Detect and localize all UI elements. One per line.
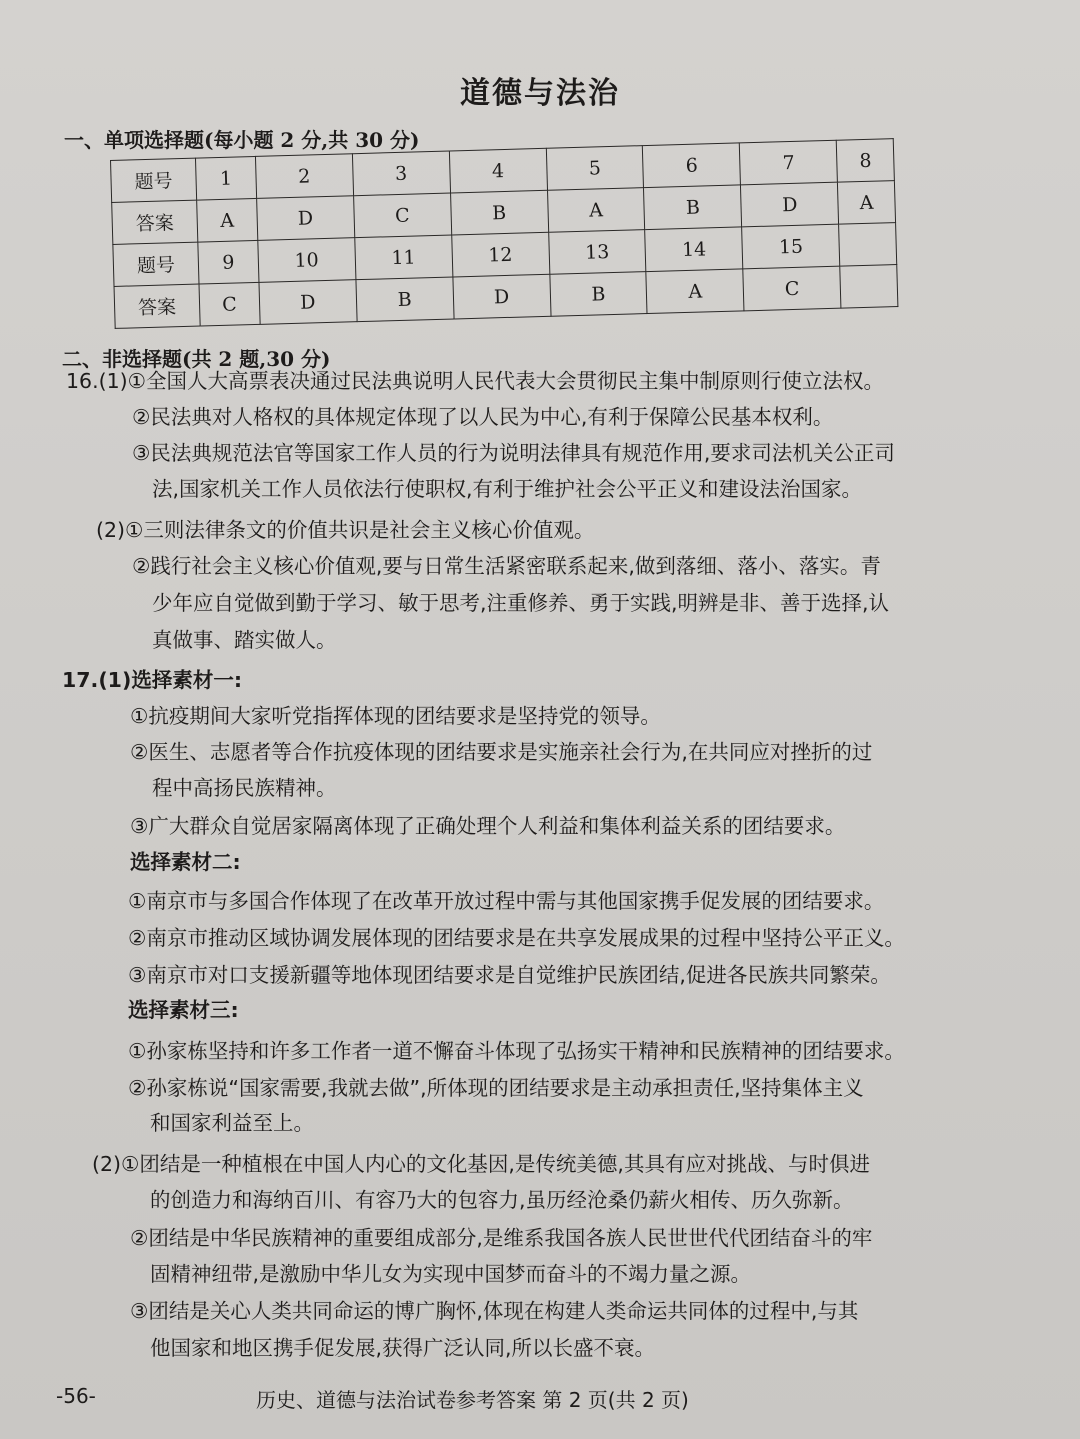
answer-table	[110, 138, 898, 329]
answer-line: ②孙家栋说“国家需要,我就去做”,所体现的团结要求是主动承担责任,坚持集体主义	[128, 1076, 864, 1100]
answer-line: ①抗疫期间大家听党指挥体现的团结要求是坚持党的领导。	[130, 704, 661, 728]
table-cell: D	[453, 274, 551, 319]
material-2-heading: 选择素材二:	[130, 850, 241, 874]
table-cell: B	[356, 277, 454, 322]
answer-line: 少年应自觉做到勤于学习、敏于思考,注重修养、勇于实践,明辨是非、善于选择,认	[152, 591, 890, 615]
material-3-heading: 选择素材三:	[128, 998, 239, 1022]
table-cell	[839, 223, 897, 267]
table-cell: 2	[255, 154, 353, 199]
table-cell: C	[199, 282, 260, 326]
table-cell: 5	[546, 146, 644, 191]
answer-line: 固精神纽带,是激励中华儿女为实现中国梦而奋斗的不竭力量之源。	[150, 1262, 752, 1286]
answer-line: 真做事、踏实做人。	[152, 628, 337, 652]
answer-line: 的创造力和海纳百川、有容乃大的包容力,虽历经沧桑仍薪火相传、历久弥新。	[150, 1188, 854, 1212]
table-cell: 4	[449, 148, 547, 193]
table-cell: 15	[742, 224, 840, 269]
page-number: -56-	[56, 1384, 96, 1408]
table-cell: A	[646, 269, 744, 314]
table-cell: 6	[643, 143, 741, 188]
row-label: 答案	[112, 200, 198, 244]
answer-line: 和国家利益至上。	[150, 1111, 314, 1135]
table-cell: C	[743, 266, 841, 311]
section2-heading: 二、非选择题(共 2 题,30 分)	[62, 347, 331, 371]
table-cell: D	[741, 182, 839, 227]
section1-heading: 一、单项选择题(每小题 2 分,共 30 分)	[64, 128, 420, 152]
table-cell: A	[838, 181, 896, 225]
table-cell: B	[450, 190, 548, 235]
table-cell: D	[259, 280, 357, 325]
answer-line: ③民法典规范法官等国家工作人员的行为说明法律具有规范作用,要求司法机关公正司	[132, 441, 895, 465]
answer-line: ②南京市推动区域协调发展体现的团结要求是在共享发展成果的过程中坚持公平正义。	[128, 926, 905, 950]
answer-line: ③团结是关心人类共同命运的博广胸怀,体现在构建人类命运共同体的过程中,与其	[130, 1299, 859, 1323]
footer-caption: 历史、道德与法治试卷参考答案 第 2 页(共 2 页)	[256, 1388, 689, 1412]
table-cell: D	[256, 196, 354, 241]
table-cell: 10	[258, 238, 356, 283]
row-label: 题号	[113, 242, 199, 286]
table-cell: 8	[836, 139, 894, 183]
answer-line: (2)①三则法律条文的价值共识是社会主义核心价值观。	[96, 518, 595, 542]
table-cell: 12	[451, 232, 549, 277]
row-label: 答案	[114, 284, 200, 328]
table-cell: 7	[740, 140, 838, 185]
answer-line: ②践行社会主义核心价值观,要与日常生活紧密联系起来,做到落细、落小、落实。青	[132, 554, 881, 578]
answer-line: ③南京市对口支援新疆等地体现团结要求是自觉维护民族团结,促进各民族共同繁荣。	[128, 963, 891, 987]
answer-line: ②民法典对人格权的具体规定体现了以人民为中心,有利于保障公民基本权利。	[132, 405, 834, 429]
answer-line: (2)①团结是一种植根在中国人内心的文化基因,是传统美德,其具有应对挑战、与时俱进	[92, 1152, 870, 1176]
answer-line: ①孙家栋坚持和许多工作者一道不懈奋斗体现了弘扬实干精神和民族精神的团结要求。	[128, 1039, 905, 1063]
table-cell: A	[197, 198, 258, 242]
table-cell: B	[644, 185, 742, 230]
answer-line: ②团结是中华民族精神的重要组成部分,是维系我国各族人民世世代代团结奋斗的牢	[130, 1226, 873, 1250]
table-cell: 11	[354, 235, 452, 280]
table-cell: A	[547, 188, 645, 233]
answer-line: ①南京市与多国合作体现了在改革开放过程中需与其他国家携手促发展的团结要求。	[128, 889, 885, 913]
answer-line: 他国家和地区携手促发展,获得广泛认同,所以长盛不衰。	[150, 1336, 656, 1360]
table-cell: 14	[645, 227, 743, 272]
answer-line: 法,国家机关工作人员依法行使职权,有利于维护社会公平正义和建设法治国家。	[152, 477, 863, 501]
answer-line: ②医生、志愿者等合作抗疫体现的团结要求是实施亲社会行为,在共同应对挫折的过	[130, 740, 873, 764]
table-cell: B	[549, 272, 647, 317]
answer-line: 16.(1)①全国人大高票表决通过民法典说明人民代表大会贯彻民主集中制原则行使立法权。	[66, 369, 885, 393]
table-cell: 1	[195, 156, 256, 200]
question-17-heading: 17.(1)选择素材一:	[62, 668, 243, 692]
answer-line: 程中高扬民族精神。	[152, 776, 337, 800]
table-cell: 13	[548, 230, 646, 275]
page-title: 道德与法治	[460, 76, 620, 111]
answer-line: ③广大群众自觉居家隔离体现了正确处理个人利益和集体利益关系的团结要求。	[130, 814, 846, 838]
table-cell: 3	[352, 151, 450, 196]
table-cell: 9	[198, 240, 259, 284]
table-cell	[840, 265, 898, 309]
row-label: 题号	[111, 158, 197, 202]
table-cell: C	[353, 193, 451, 238]
